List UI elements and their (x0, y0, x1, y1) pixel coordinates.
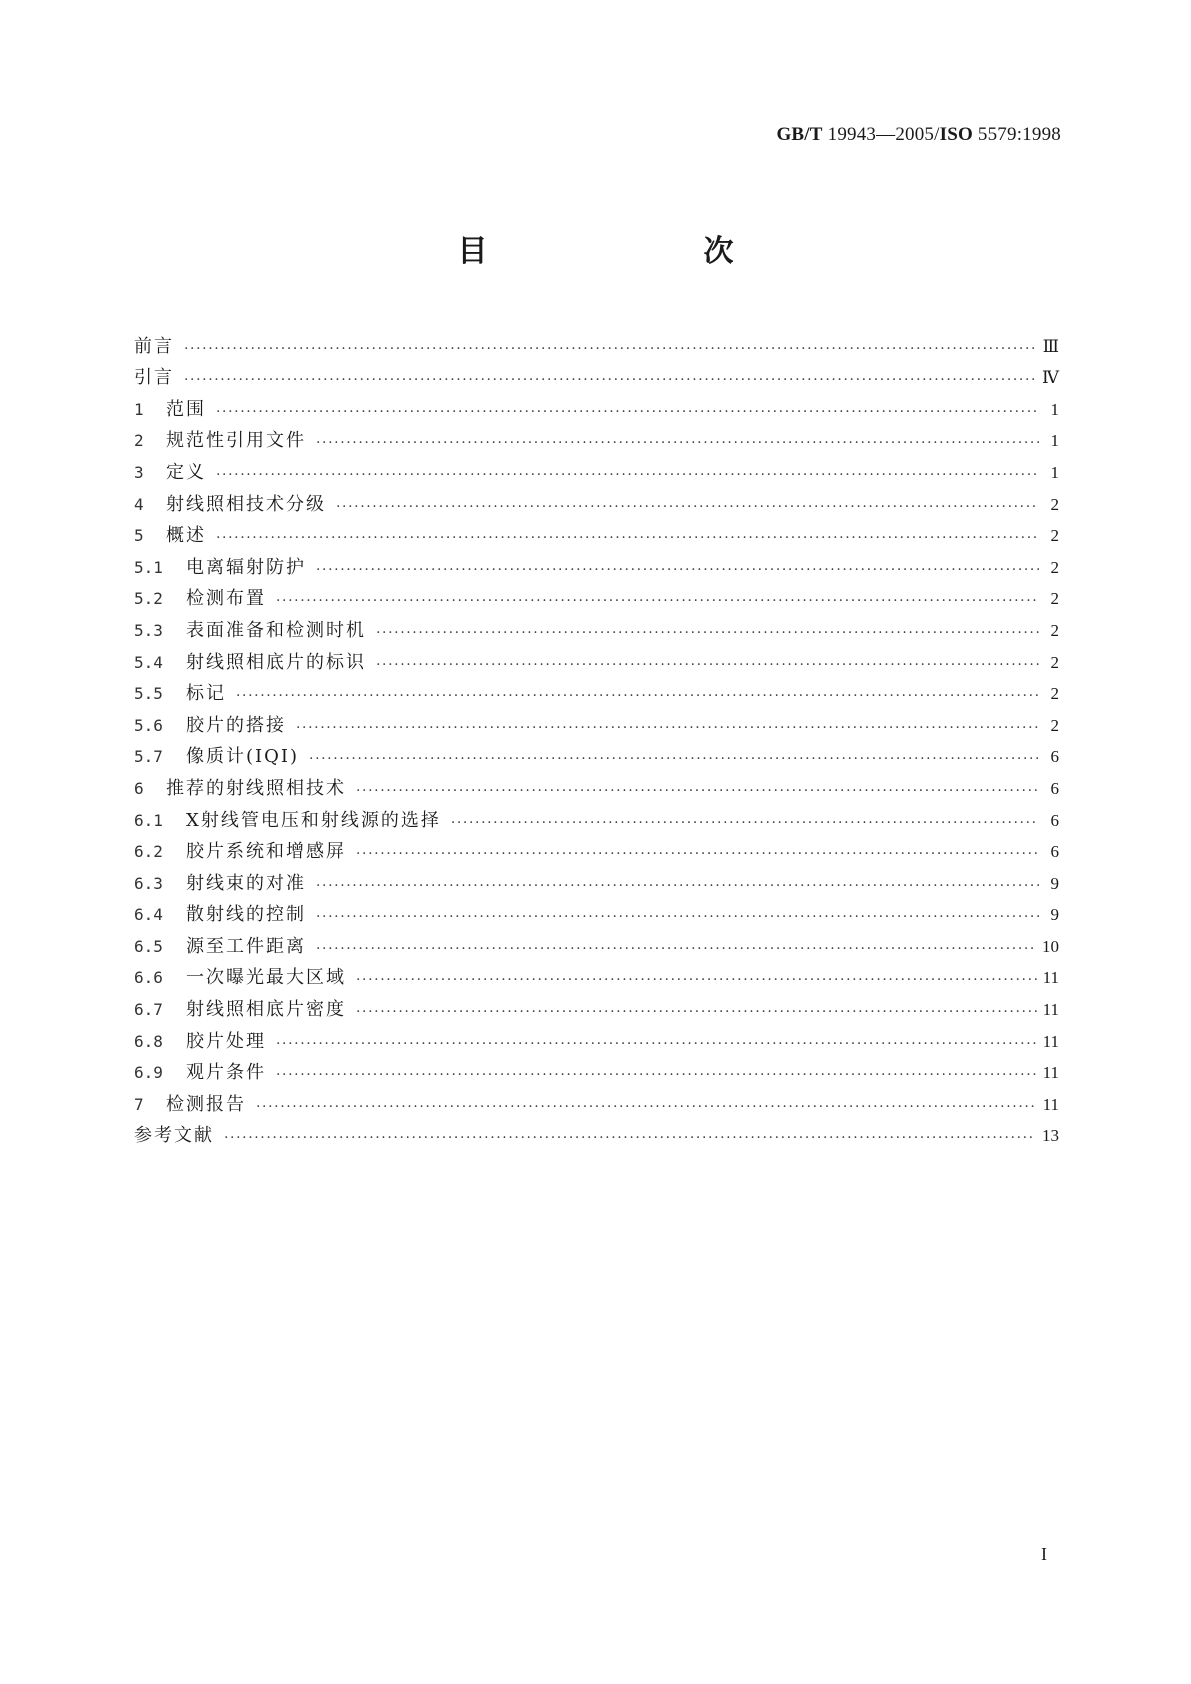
toc-entry-title: 表面准备和检测时机 (186, 619, 366, 641)
toc-entry-page: Ⅲ (1042, 336, 1059, 356)
toc-entry[interactable] (134, 359, 1059, 391)
toc-entry[interactable] (134, 1054, 1059, 1086)
toc-entry-title: 规范性引用文件 (166, 430, 306, 452)
toc-dot-leader (216, 528, 1039, 548)
toc-entry-title: 检测布置 (186, 588, 266, 610)
toc-entry-page: 2 (1050, 526, 1059, 546)
toc-entry-title: 射线束的对准 (186, 872, 306, 894)
toc-entry-number: 5.3 (134, 620, 163, 640)
toc-entry-number: 6.6 (134, 968, 163, 988)
toc-entry-title: 范围 (166, 398, 206, 420)
toc-entry-number: 6.5 (134, 936, 163, 956)
toc-entry-title: 概述 (166, 525, 206, 547)
toc-entry-page: 1 (1050, 431, 1059, 451)
toc-entry-number: 6.8 (134, 1031, 163, 1051)
toc-entry-page: 2 (1050, 494, 1059, 514)
toc-dot-leader (336, 497, 1039, 517)
toc-dot-leader (356, 781, 1039, 801)
toc-entry-title: 一次曝光最大区域 (186, 967, 346, 989)
toc-entry-page: 6 (1050, 747, 1059, 767)
toc-entry-page: 11 (1042, 1031, 1059, 1051)
toc-entry-title: 参考文献 (134, 1125, 214, 1147)
toc-dot-leader (184, 339, 1037, 359)
toc-entry-title: 胶片的搭接 (186, 714, 286, 736)
standard-code-prefix: GB/T (776, 124, 823, 145)
toc-entry[interactable] (134, 706, 1059, 738)
toc-entry-page: 6 (1050, 810, 1059, 830)
toc-entry[interactable] (134, 327, 1059, 359)
toc-entry-number: 6.4 (134, 905, 163, 925)
standard-code-number: 19943—2005/ (827, 124, 940, 145)
toc-entry-number: 2 (134, 431, 144, 451)
toc-dot-leader (296, 718, 1039, 738)
toc-entry-page: 11 (1042, 1094, 1059, 1114)
toc-entry-title: 电离辐射防护 (186, 556, 306, 578)
toc-dot-leader (276, 1065, 1037, 1085)
toc-entry[interactable] (134, 675, 1059, 707)
toc-entry[interactable] (134, 769, 1059, 801)
toc-dot-leader (316, 907, 1039, 927)
toc-dot-leader (376, 655, 1039, 675)
toc-entry[interactable] (134, 927, 1059, 959)
toc-entry-page: 2 (1050, 620, 1059, 640)
toc-entry-title: 射线照相底片密度 (186, 999, 346, 1021)
toc-dot-leader (316, 876, 1039, 896)
toc-dot-leader (276, 591, 1039, 611)
toc-entry[interactable] (134, 580, 1059, 612)
toc-entry-page: 1 (1050, 462, 1059, 482)
toc-entry-number: 6.1 (134, 810, 163, 830)
toc-dot-leader (256, 1097, 1037, 1117)
toc-dot-leader (276, 1034, 1037, 1054)
toc-entry[interactable] (134, 1022, 1059, 1054)
toc-entry[interactable] (134, 896, 1059, 928)
toc-entry[interactable] (134, 485, 1059, 517)
standard-code-suffix: 5579:1998 (977, 124, 1061, 145)
toc-entry-title: 引言 (134, 367, 174, 389)
toc-entry-number: 5.5 (134, 684, 163, 704)
toc-dot-leader (356, 970, 1037, 990)
toc-dot-leader (356, 844, 1039, 864)
toc-dot-leader (451, 813, 1039, 833)
table-of-contents (134, 327, 1059, 1148)
toc-dot-leader (316, 433, 1039, 453)
toc-dot-leader (316, 939, 1036, 959)
toc-entry[interactable] (134, 990, 1059, 1022)
toc-entry-title: 观片条件 (186, 1062, 266, 1084)
page-number: I (1041, 1544, 1047, 1564)
toc-entry-number: 6 (134, 778, 144, 798)
toc-entry-page: 2 (1050, 652, 1059, 672)
toc-dot-leader (224, 1128, 1036, 1148)
toc-entry-title: X射线管电压和射线源的选择 (186, 809, 441, 831)
toc-entry-number: 5.4 (134, 652, 163, 672)
toc-entry-page: 2 (1050, 557, 1059, 577)
toc-dot-leader (376, 623, 1039, 643)
toc-entry-title: 射线照相底片的标识 (186, 651, 366, 673)
toc-entry[interactable] (134, 738, 1059, 770)
toc-dot-leader (356, 1002, 1037, 1022)
toc-entry-page: 9 (1050, 905, 1059, 925)
toc-entry-number: 6.9 (134, 1063, 163, 1083)
toc-entry[interactable] (134, 453, 1059, 485)
toc-entry-page: 11 (1042, 1000, 1059, 1020)
toc-entry[interactable] (134, 422, 1059, 454)
toc-dot-leader (236, 686, 1039, 706)
toc-entry[interactable] (134, 959, 1059, 991)
toc-entry[interactable] (134, 643, 1059, 675)
toc-entry-title: 标记 (186, 683, 226, 705)
toc-entry-number: 3 (134, 462, 144, 482)
toc-entry-page: 2 (1050, 589, 1059, 609)
toc-entry-title: 检测报告 (166, 1093, 246, 1115)
toc-dot-leader (316, 560, 1039, 580)
toc-dot-leader (216, 465, 1039, 485)
toc-entry-number: 5.7 (134, 747, 163, 767)
toc-dot-leader (309, 749, 1039, 769)
toc-entry[interactable] (134, 548, 1059, 580)
toc-entry-title: 推荐的射线照相技术 (166, 777, 346, 799)
page-title: 目 次 (457, 234, 786, 269)
toc-entry-number: 6.2 (134, 842, 163, 862)
toc-entry[interactable] (134, 801, 1059, 833)
toc-entry-number: 6.7 (134, 1000, 163, 1020)
toc-entry-title: 胶片处理 (186, 1030, 266, 1052)
toc-entry[interactable] (134, 1117, 1059, 1149)
toc-entry-page: 9 (1050, 873, 1059, 893)
toc-entry-number: 5.6 (134, 715, 163, 735)
toc-entry[interactable] (134, 611, 1059, 643)
toc-entry-page: 11 (1042, 1063, 1059, 1083)
toc-entry-page: 6 (1050, 842, 1059, 862)
toc-entry-number: 4 (134, 494, 144, 514)
toc-entry[interactable] (134, 864, 1059, 896)
toc-entry-page: 6 (1050, 778, 1059, 798)
toc-entry-title: 胶片系统和增感屏 (186, 841, 346, 863)
toc-entry-number: 1 (134, 399, 144, 419)
toc-entry-page: 1 (1050, 399, 1059, 419)
toc-entry-number: 7 (134, 1094, 144, 1114)
toc-dot-leader (184, 370, 1036, 390)
standard-code-iso: ISO (939, 124, 973, 145)
toc-entry[interactable] (134, 517, 1059, 549)
toc-entry-title: 射线照相技术分级 (166, 493, 326, 515)
toc-entry-page: 13 (1042, 1126, 1059, 1146)
toc-entry-page: 2 (1050, 715, 1059, 735)
toc-entry-title: 前言 (134, 335, 174, 357)
toc-entry-page: Ⅳ (1042, 368, 1059, 388)
toc-entry-page: 2 (1050, 684, 1059, 704)
toc-entry-number: 5.2 (134, 589, 163, 609)
toc-entry[interactable] (134, 390, 1059, 422)
toc-entry-number: 6.3 (134, 873, 163, 893)
toc-entry-number: 5.1 (134, 557, 163, 577)
toc-entry[interactable] (134, 833, 1059, 865)
standard-code (776, 124, 1061, 146)
toc-entry-title: 像质计(IQI) (186, 746, 300, 768)
toc-entry-page: 10 (1042, 936, 1059, 956)
toc-entry-page: 11 (1042, 968, 1059, 988)
toc-entry-title: 定义 (166, 461, 206, 483)
toc-entry-number: 5 (134, 526, 144, 546)
toc-entry-title: 散射线的控制 (186, 904, 306, 926)
toc-dot-leader (216, 402, 1039, 422)
toc-entry-title: 源至工件距离 (186, 935, 306, 957)
toc-entry[interactable] (134, 1085, 1059, 1117)
